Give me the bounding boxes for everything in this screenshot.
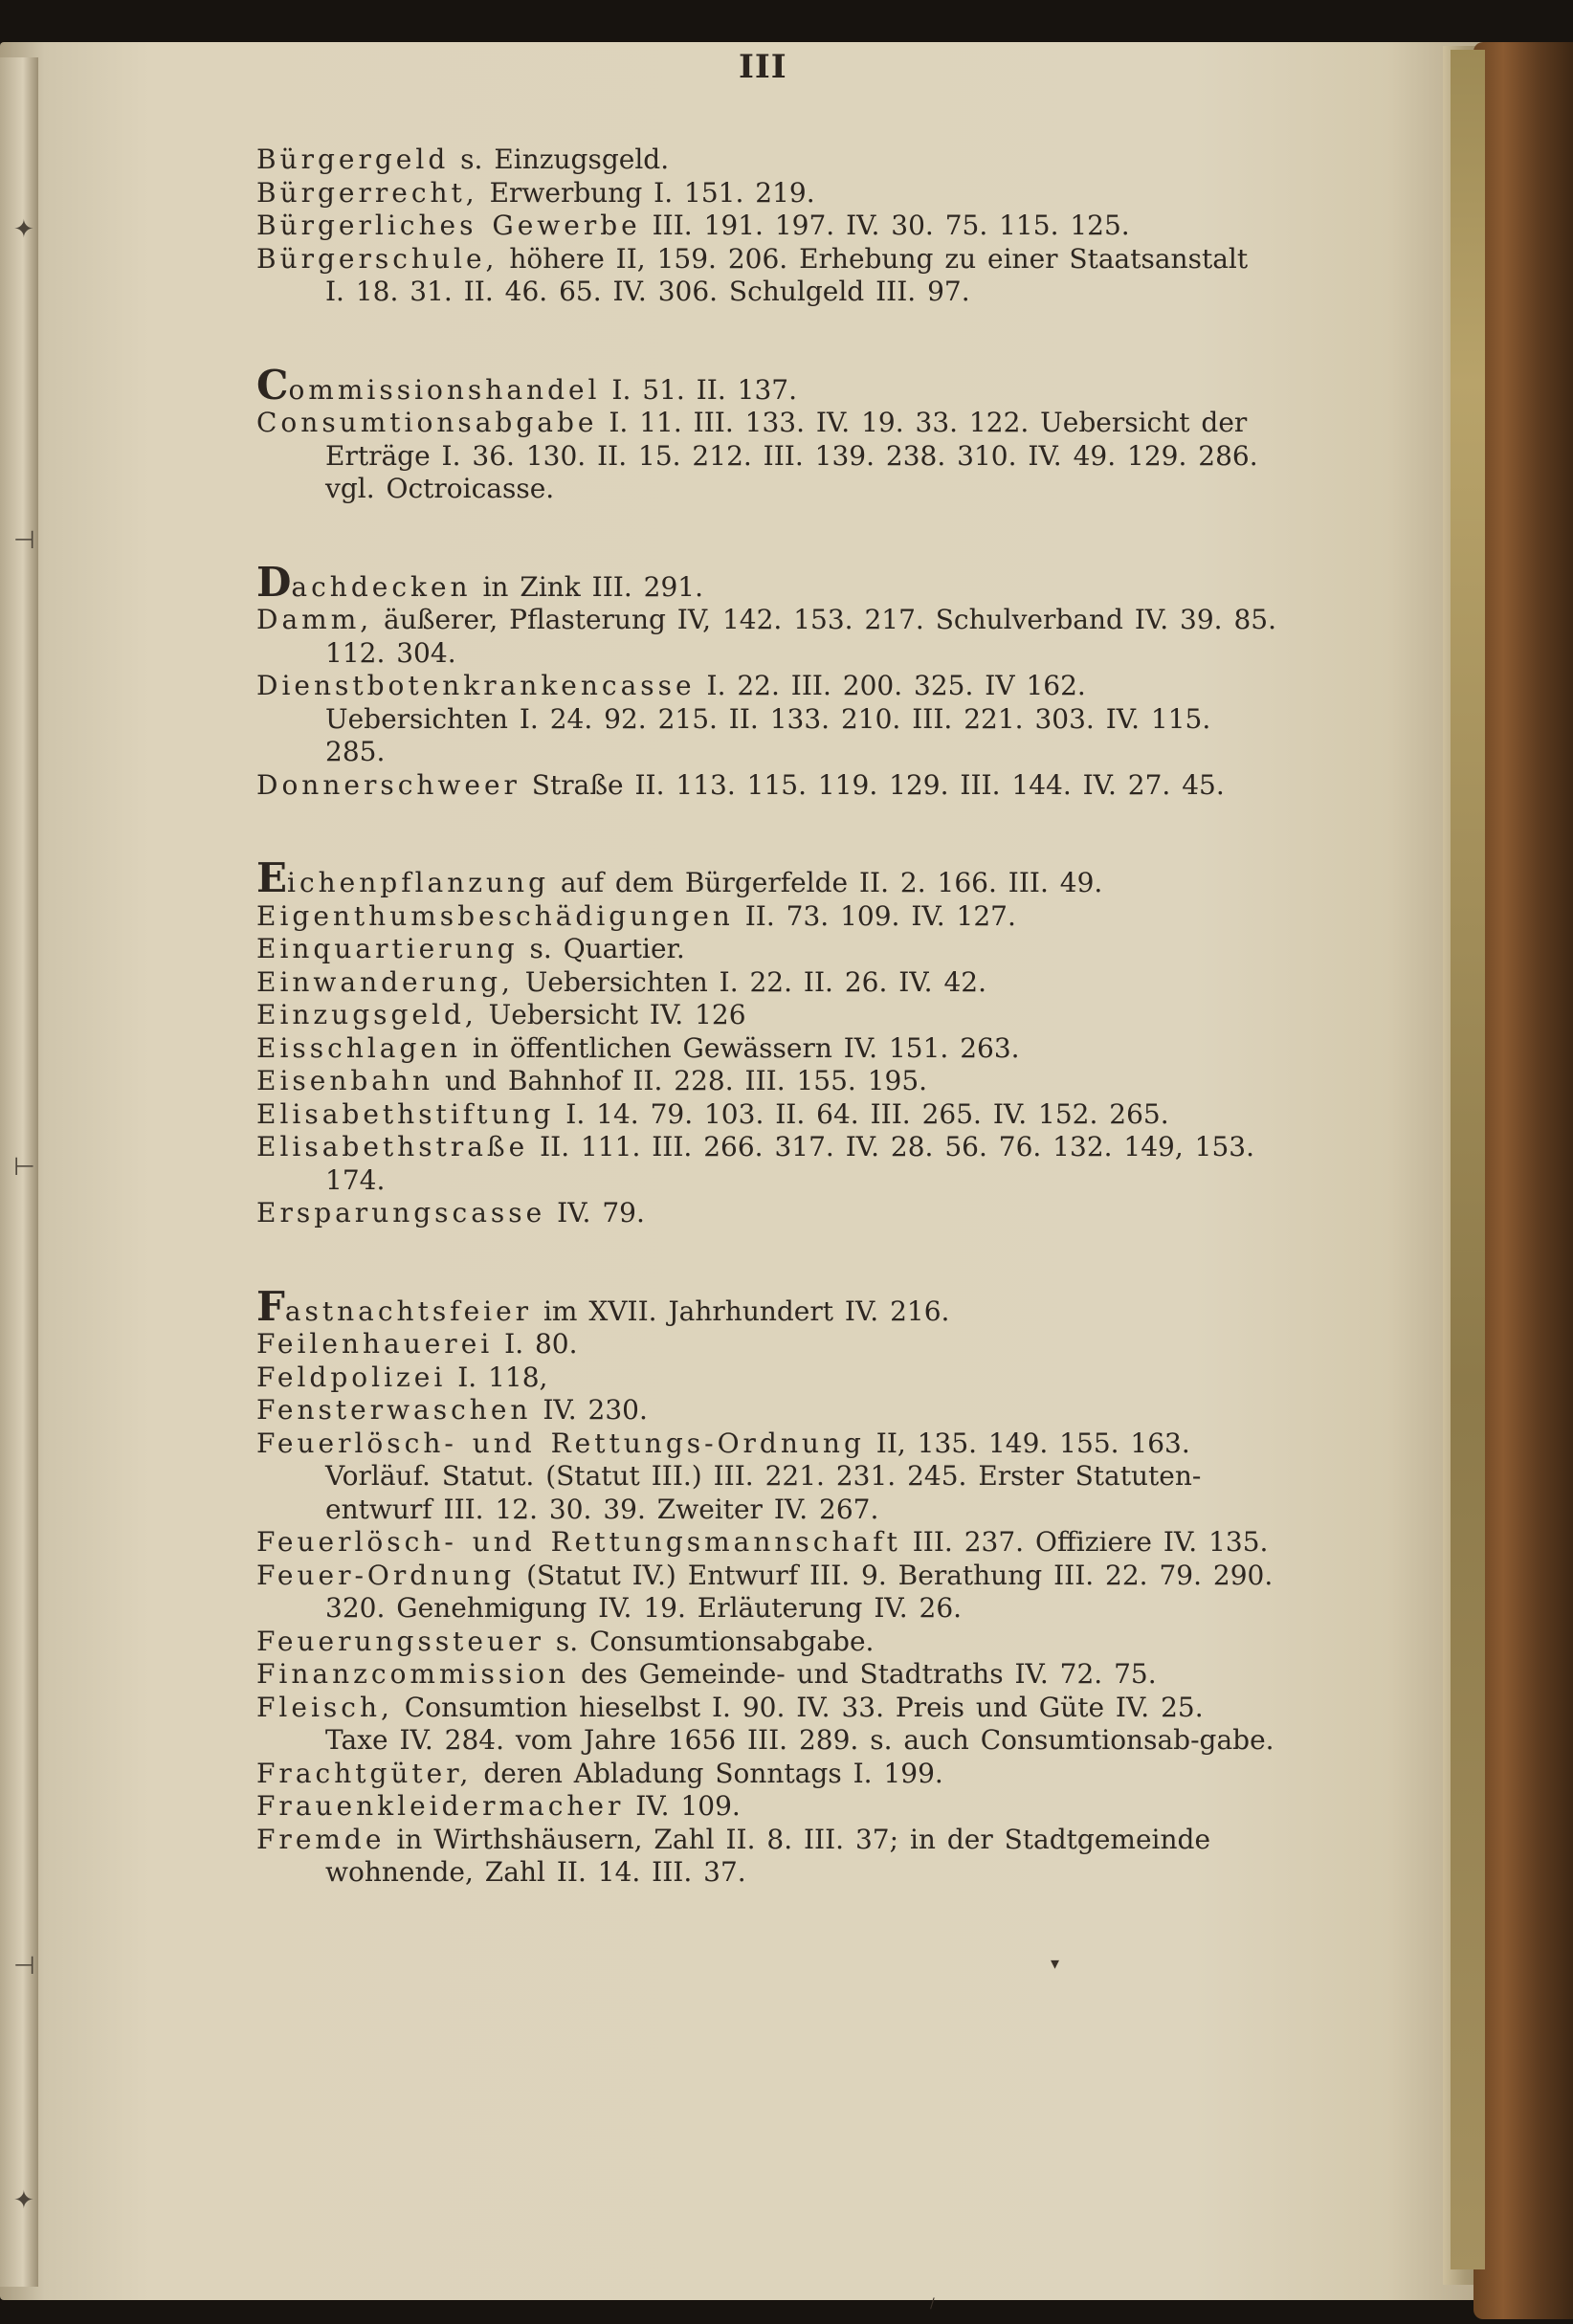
gilt-edge <box>1451 50 1485 2269</box>
entry-references: s. Consumtionsabgabe. <box>544 1625 875 1657</box>
entry-references: IV. 109. <box>624 1790 741 1822</box>
entry-references: II. 73. 109. IV. 127. <box>733 899 1016 932</box>
entry-references: I. 11. III. 133. IV. 19. 33. 122. Uebersicht der Erträge I. 36. 130. II. 15. 212. III. 139. 238. 310. IV. 49. 129. 286. vgl. Octroicasse. <box>325 407 1258 504</box>
entry-references: und Bahnhof II. 228. III. 155. 195. <box>433 1065 928 1096</box>
page-number: III <box>739 48 787 86</box>
entry-heading: Frachtgüter, <box>256 1757 473 1789</box>
entry-heading: Fremde <box>256 1823 386 1855</box>
index-entry <box>256 1131 1276 1197</box>
entry-heading: achdecken <box>291 570 472 603</box>
entry-heading: Fensterwaschen <box>256 1394 532 1426</box>
entry-references: des Gemeinde- und Stadtraths IV. 72. 75. <box>569 1658 1157 1690</box>
entry-references: im XVII. Jahrhundert IV. 216. <box>532 1295 950 1327</box>
entry-references: II, 135. 149. 155. 163. Vorläuf. Statut. (Statut III.) III. 221. 231. 245. Erster Statuten-entwurf III. 12. 30. 39. Zweiter IV. 267. <box>325 1427 1202 1525</box>
ink-speck: / <box>930 2296 935 2312</box>
entry-heading: Einquartierung <box>256 933 519 964</box>
index-entry <box>256 1824 1276 1890</box>
entry-heading: Ersparungscasse <box>256 1197 546 1228</box>
index-entry <box>256 1428 1276 1527</box>
index-entry <box>256 1658 1276 1692</box>
entry-heading: Bürgerliches Gewerbe <box>256 210 641 241</box>
entry-heading: Bürgergeld <box>256 144 450 175</box>
index-entry <box>256 1197 1276 1230</box>
entry-references: III. 237. Offiziere IV. 135. <box>900 1526 1269 1558</box>
ink-speck: ▾ <box>1051 1954 1060 1974</box>
index-entry <box>256 900 1276 934</box>
entry-references: deren Abladung Sonntags I. 199. <box>472 1757 943 1789</box>
entry-heading: ichenpflanzung <box>287 867 549 898</box>
section-initial-letter: D <box>256 558 292 606</box>
binding-thread-mark: ✦ <box>13 215 34 244</box>
index-entry <box>256 604 1276 670</box>
index-body <box>256 144 1276 1955</box>
section-initial-letter: C <box>256 361 289 409</box>
binding-thread-mark: ⊣ <box>13 1952 35 1981</box>
entry-references: II. 111. III. 266. 317. IV. 28. 56. 76. 132. 149, 153. 174. <box>325 1131 1255 1196</box>
entry-heading: Feuer-Ordnung <box>256 1559 516 1591</box>
entry-heading: Finanzcommission <box>256 1658 570 1690</box>
entry-references: I. 80. <box>493 1328 578 1360</box>
entry-heading: Elisabethstiftung <box>256 1097 555 1130</box>
entry-references: I. 14. 79. 103. II. 64. III. 265. IV. 152. 265. <box>554 1097 1169 1130</box>
entry-references: Consumtion hieselbst I. 90. IV. 33. Preis und Güte IV. 25. Taxe IV. 284. vom Jahre 1656 III. 289. s. auch Consumtionsab-gabe. <box>325 1691 1274 1756</box>
index-entry <box>256 1361 1276 1395</box>
entry-references: I. 118, <box>446 1361 548 1393</box>
entry-references: Uebersichten I. 22. II. 26. IV. 42. <box>513 965 986 998</box>
binding-thread-mark: ⊣ <box>13 526 35 555</box>
section-initial-letter: F <box>256 1282 285 1330</box>
entry-references: Uebersicht IV. 126 <box>476 999 746 1030</box>
entry-references: III. 191. 197. IV. 30. 75. 115. 125. <box>640 210 1130 241</box>
entry-references: in Zink III. 291. <box>471 570 704 603</box>
entry-heading: ommissionshandel <box>288 373 601 406</box>
index-entry <box>256 933 1276 966</box>
index-entry <box>256 1526 1276 1560</box>
entry-references: Erwerbung I. 151. 219. <box>477 176 815 209</box>
entry-heading: Einwanderung, <box>256 965 514 998</box>
index-entry <box>256 1098 1276 1132</box>
entry-references: IV. 79. <box>545 1197 645 1228</box>
entry-references: s. Quartier. <box>518 933 685 964</box>
entry-heading: Eigenthumsbeschädigungen <box>256 899 734 932</box>
index-entry <box>256 1282 1276 1330</box>
index-entry <box>256 1328 1276 1361</box>
entry-references: I. 22. III. 200. 325. IV 162. Uebersichten I. 24. 92. 215. II. 133. 210. III. 221. 303. IV. 115. 285. <box>325 670 1211 767</box>
index-entry <box>256 1032 1276 1066</box>
entry-references: s. Einzugsgeld. <box>449 144 670 175</box>
entry-heading: Elisabethstraße <box>256 1131 529 1162</box>
entry-heading: Feuerlösch- und Rettungs-Ordnung <box>256 1427 865 1459</box>
entry-heading: Feuerlösch- und Rettungsmannschaft <box>256 1526 901 1558</box>
index-section <box>256 558 1276 803</box>
index-entry <box>256 670 1276 769</box>
entry-heading: Bürgerschule, <box>256 242 498 275</box>
index-entry <box>256 210 1276 243</box>
index-entry <box>256 177 1276 210</box>
entry-heading: Feuerungssteuer <box>256 1625 544 1657</box>
entry-heading: Consumtionsabgabe <box>256 407 598 438</box>
index-entry <box>256 966 1276 1000</box>
binding-thread-mark: ✦ <box>13 2186 34 2215</box>
index-entry <box>256 558 1276 606</box>
index-entry <box>256 1560 1276 1626</box>
entry-heading: Feldpolizei <box>256 1361 447 1393</box>
entry-heading: Fleisch, <box>256 1691 393 1723</box>
entry-references: auf dem Bürgerfelde II. 2. 166. III. 49. <box>549 867 1103 898</box>
entry-heading: Dienstbotenkrankencasse <box>256 670 696 701</box>
entry-references: in Wirthshäusern, Zahl II. 8. III. 37; in der Stadtgemeinde wohnende, Zahl II. 14. III. 37. <box>325 1823 1211 1888</box>
index-entry <box>256 1065 1276 1098</box>
leather-spine <box>1473 42 1573 2319</box>
index-section <box>256 1282 1276 1890</box>
entry-heading: Donnerschweer <box>256 768 521 801</box>
index-entry <box>256 1394 1276 1428</box>
entry-references: IV. 230. <box>531 1394 648 1426</box>
entry-heading: Eisenbahn <box>256 1065 434 1096</box>
entry-heading: Damm, <box>256 604 373 635</box>
entry-references: äußerer, Pflasterung IV, 142. 153. 217. Schulverband IV. 39. 85. 112. 304. <box>325 604 1276 669</box>
index-entry <box>256 769 1276 803</box>
entry-heading: Einzugsgeld, <box>256 999 477 1030</box>
entry-heading: Bürgerrecht, <box>256 176 478 209</box>
index-entry <box>256 144 1276 177</box>
entry-references: in öffentlichen Gewässern IV. 151. 263. <box>461 1031 1020 1064</box>
index-entry <box>256 1692 1276 1758</box>
index-section <box>256 361 1276 506</box>
index-entry <box>256 1626 1276 1659</box>
section-initial-letter: E <box>256 854 288 901</box>
index-entry <box>256 854 1276 901</box>
index-entry <box>256 1758 1276 1791</box>
entry-heading: Frauenkleidermacher <box>256 1790 625 1822</box>
index-entry <box>256 999 1276 1032</box>
index-entry <box>256 1790 1276 1824</box>
index-entry <box>256 361 1276 409</box>
binding-thread-mark: ⊢ <box>13 1153 35 1182</box>
entry-references: I. 51. II. 137. <box>600 373 797 406</box>
entry-references: höhere II, 159. 206. Erhebung zu einer Staatsanstalt I. 18. 31. II. 46. 65. IV. 306. Schulgeld III. 97. <box>325 242 1249 307</box>
index-entry <box>256 407 1276 506</box>
entry-references: Straße II. 113. 115. 119. 129. III. 144. IV. 27. 45. <box>520 768 1225 801</box>
entry-heading: Eisschlagen <box>256 1031 462 1064</box>
entry-references: (Statut IV.) Entwurf III. 9. Berathung III. 22. 79. 290. 320. Genehmigung IV. 19. Erläuterung IV. 26. <box>325 1559 1274 1624</box>
index-section <box>256 854 1276 1230</box>
index-section <box>256 144 1276 309</box>
index-entry <box>256 243 1276 309</box>
entry-heading: Feilenhauerei <box>256 1328 494 1360</box>
entry-heading: astnachtsfeier <box>284 1295 533 1327</box>
